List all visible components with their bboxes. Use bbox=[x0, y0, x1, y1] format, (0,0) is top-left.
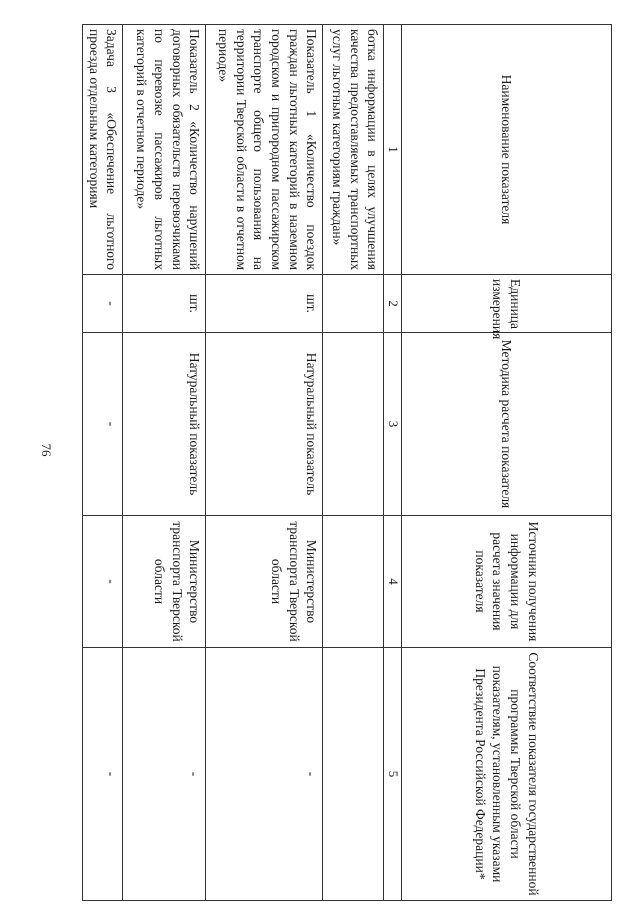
table-row bbox=[83, 25, 123, 901]
indicator-name-cell: Показатель 1 «Количество поездок граждан льготных категорий в наземном городском и пригородном пассажирском транспорте общего пользования на территории Тверской области в отчетном периоде» bbox=[206, 25, 323, 275]
compliance-cell: - bbox=[206, 648, 323, 901]
compliance-cell: - bbox=[83, 648, 123, 901]
unit-cell bbox=[323, 275, 384, 333]
indicator-name-cell: Показатель 2 «Количество нарушений договорных обязательств перевозчиками по перевозке пассажиров льготных категорий в отчетном периоде» bbox=[123, 25, 206, 275]
column-number-row bbox=[384, 25, 402, 901]
table-row bbox=[323, 25, 384, 901]
table-row bbox=[123, 25, 206, 901]
unit-cell: шт. bbox=[123, 275, 206, 333]
source-cell: Министерство транспорта Тверской области bbox=[206, 516, 323, 648]
page-number: 76 bbox=[39, 443, 54, 457]
header-indicator-name: Наименование показателя bbox=[402, 25, 612, 275]
column-number: 5 bbox=[384, 648, 402, 901]
indicators-table bbox=[82, 24, 612, 901]
source-cell: - bbox=[83, 516, 123, 648]
source-cell bbox=[323, 516, 384, 648]
column-number: 4 bbox=[384, 516, 402, 648]
column-number: 3 bbox=[384, 333, 402, 516]
method-cell bbox=[323, 333, 384, 516]
header-unit: Единица измерения bbox=[402, 275, 612, 333]
table-row bbox=[206, 25, 323, 901]
header-compliance: Соответствие показателя государственной программы Тверской области показателям, установленным указами Президента Российской Федерации* bbox=[402, 648, 612, 901]
indicator-name-cell: Задача 3 «Обеспечение льготного проезда отдельным категориям bbox=[83, 25, 123, 275]
method-cell: Натуральный показатель bbox=[123, 333, 206, 516]
unit-cell: шт. bbox=[206, 275, 323, 333]
compliance-cell bbox=[323, 648, 384, 901]
indicator-name-cell: ботка информации в целях улучшения качества предоставляемых транспортных услуг льготным категориям граждан» bbox=[323, 25, 384, 275]
header-source: Источник получения информации для расчета значения показателя bbox=[402, 516, 612, 648]
column-number: 2 bbox=[384, 275, 402, 333]
column-number: 1 bbox=[384, 25, 402, 275]
table-header-row bbox=[402, 25, 612, 901]
unit-cell: - bbox=[83, 275, 123, 333]
method-cell: Натуральный показатель bbox=[206, 333, 323, 516]
header-method: Методика расчета показателя bbox=[402, 333, 612, 516]
source-cell: Министерство транспорта Тверской области bbox=[123, 516, 206, 648]
compliance-cell: - bbox=[123, 648, 206, 901]
method-cell: - bbox=[83, 333, 123, 516]
rotated-document-table bbox=[86, 24, 612, 900]
